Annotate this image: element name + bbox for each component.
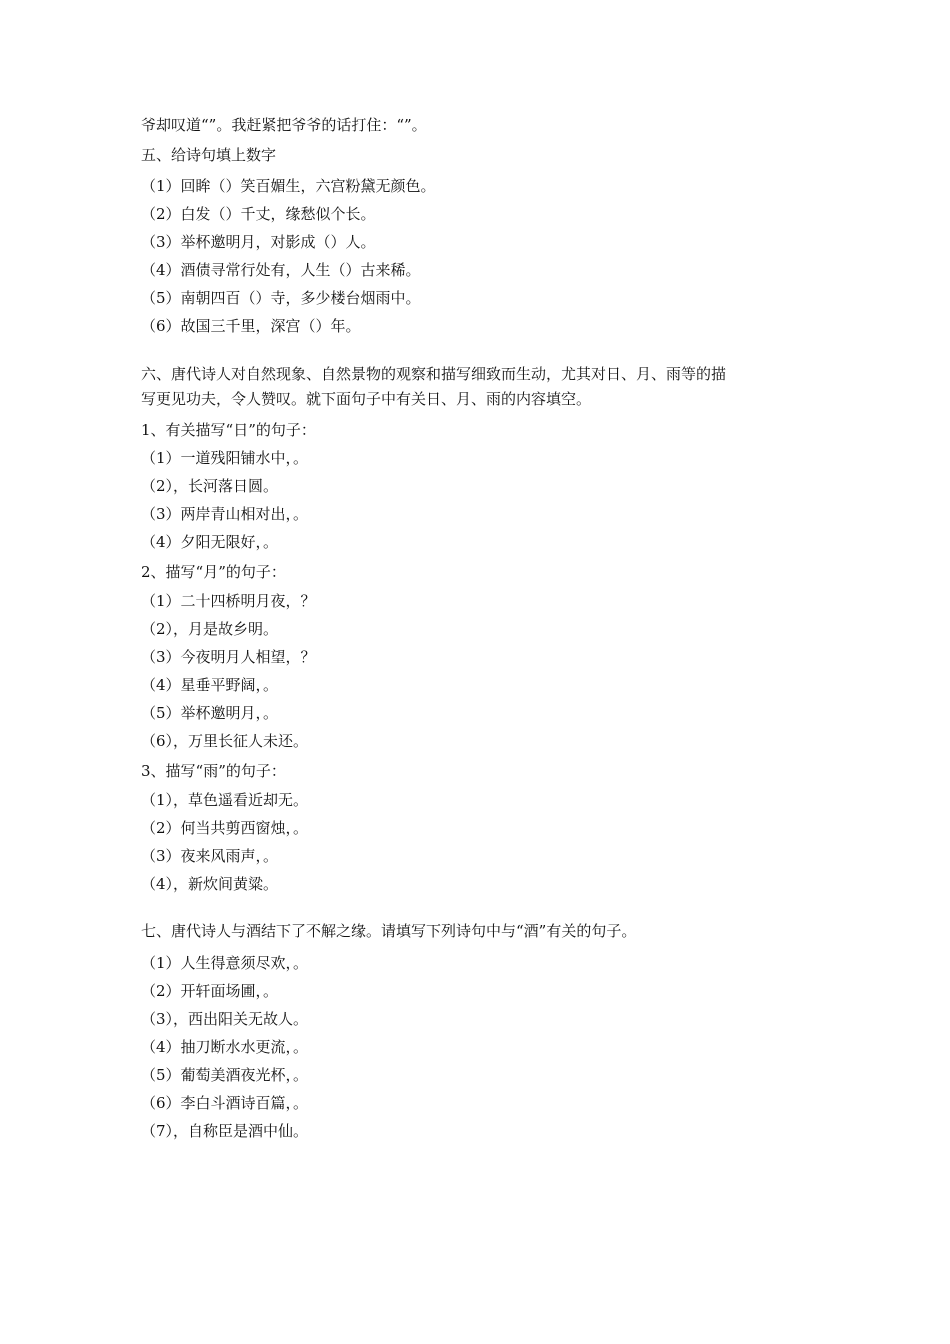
- question-item: （6），万里长征人未还。: [141, 732, 309, 750]
- subsection-heading: 3、描写“雨”的句子：: [141, 762, 286, 780]
- question-item: （1）一道残阳铺水中，。: [141, 449, 309, 467]
- question-item: （2），月是故乡明。: [141, 620, 279, 638]
- question-item: （1），草色遥看近却无。: [141, 791, 309, 809]
- question-item: （7），自称臣是酒中仙。: [141, 1122, 309, 1140]
- question-item: （2）白发（）千丈，缘愁似个长。: [141, 205, 376, 223]
- subsection-heading: 1、有关描写“日”的句子：: [141, 421, 316, 439]
- section-heading-continued: 写更见功夫，令人赞叹。就下面句子中有关日、月、雨的内容填空。: [141, 390, 592, 408]
- question-item: （4）星垂平野阔，。: [141, 676, 279, 694]
- text-line: 爷却叹道“”。我赶紧把爷爷的话打住：“”。: [141, 116, 427, 134]
- question-item: （4）夕阳无限好，。: [141, 533, 279, 551]
- question-item: （1）回眸（）笑百媚生，六宫粉黛无颜色。: [141, 177, 436, 195]
- question-item: （6）故国三千里，深宫（）年。: [141, 317, 361, 335]
- question-item: （3）举杯邀明月，对影成（）人。: [141, 233, 376, 251]
- question-item: （2）何当共剪西窗烛，。: [141, 819, 309, 837]
- section-heading: 六、唐代诗人对自然现象、自然景物的观察和描写细致而生动，尤其对日、月、雨等的描: [141, 365, 727, 383]
- question-item: （4）酒债寻常行处有，人生（）古来稀。: [141, 261, 421, 279]
- section-heading: 五、给诗句填上数字: [141, 146, 277, 164]
- question-item: （5）举杯邀明月，。: [141, 704, 279, 722]
- question-item: （1）二十四桥明月夜，？: [141, 592, 316, 610]
- question-item: （4），新炊间黄粱。: [141, 875, 279, 893]
- question-item: （3）两岸青山相对出，。: [141, 505, 309, 523]
- question-item: （2），长河落日圆。: [141, 477, 279, 495]
- question-item: （6）李白斗酒诗百篇，。: [141, 1094, 309, 1112]
- question-item: （3）今夜明月人相望，？: [141, 648, 316, 666]
- question-item: （5）南朝四百（）寺，多少楼台烟雨中。: [141, 289, 421, 307]
- question-item: （4）抽刀断水水更流，。: [141, 1038, 309, 1056]
- section-heading: 七、唐代诗人与酒结下了不解之缘。请填写下列诗句中与“酒”有关的句子。: [141, 922, 637, 940]
- question-item: （2）开轩面场圃，。: [141, 982, 279, 1000]
- question-item: （5）葡萄美酒夜光杯，。: [141, 1066, 309, 1084]
- subsection-heading: 2、描写“月”的句子：: [141, 563, 286, 581]
- question-item: （3）夜来风雨声，。: [141, 847, 279, 865]
- question-item: （1）人生得意须尽欢，。: [141, 954, 309, 972]
- question-item: （3），西出阳关无故人。: [141, 1010, 309, 1028]
